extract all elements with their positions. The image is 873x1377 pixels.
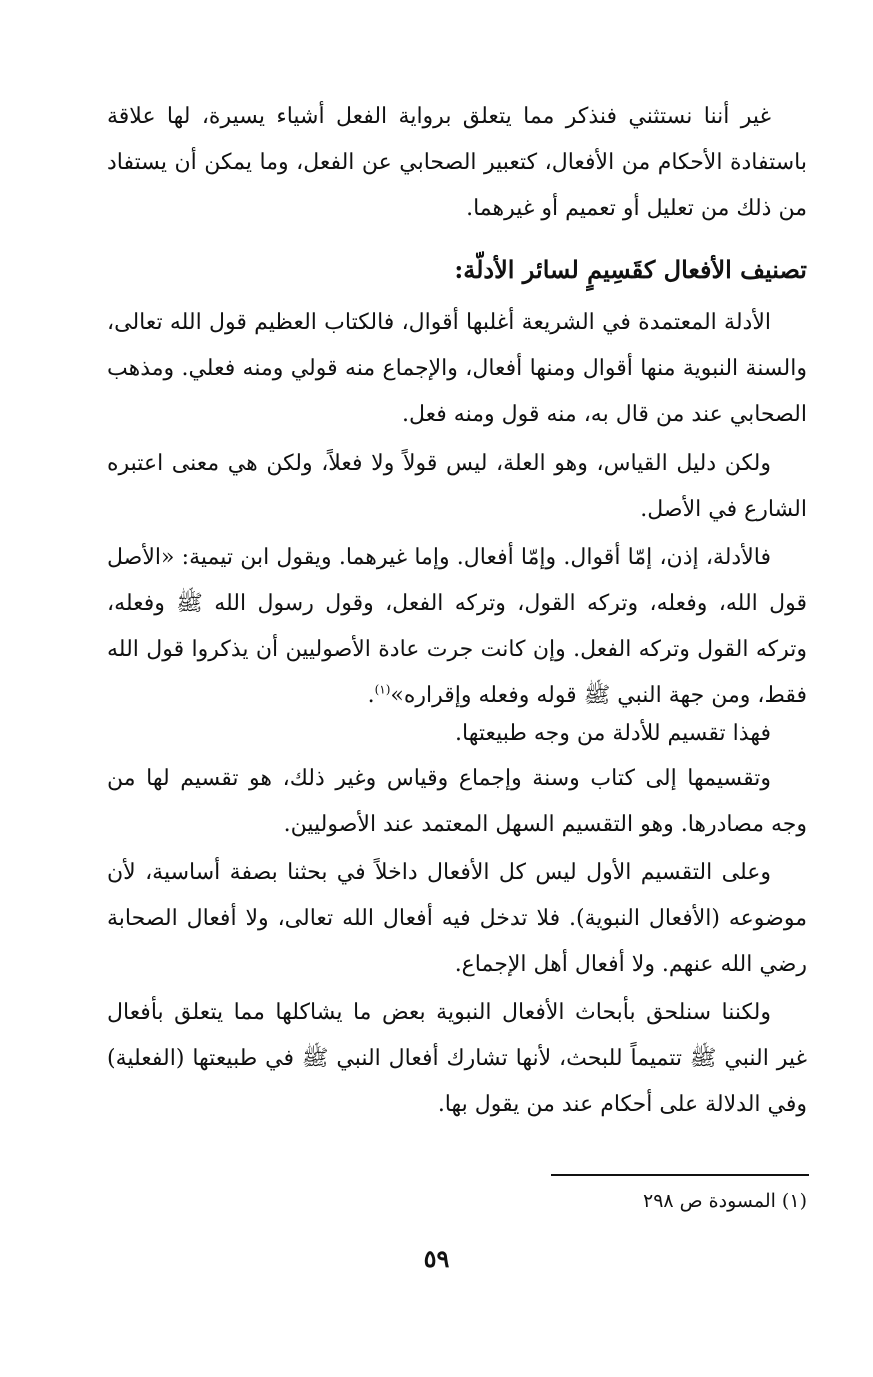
page-number: ٥٩ <box>423 1244 450 1273</box>
section-heading: تصنيف الأفعال كقَسِيمٍ لسائر الأدلّة: <box>454 255 807 284</box>
paragraph-4 <box>107 535 807 719</box>
footnote-reference: (١) <box>374 682 391 697</box>
footnote: (١) المسودة ص ٢٩٨ <box>642 1190 807 1212</box>
paragraph-4-end: . <box>367 683 375 708</box>
paragraph-7: وعلى التقسيم الأول ليس كل الأفعال داخلاً في بحثنا بصفة أساسية، لأن موضوعه (الأفعال النبوية). فلا تدخل فيه أفعال الله تعالى، ولا أفعال الصحابة رضي الله عنهم. ولا أفعال أهل الإجماع. <box>107 860 807 977</box>
footnote-divider <box>551 1174 809 1176</box>
paragraph-4-text: فالأدلة، إذن، إمّا أقوال. وإمّا أفعال. وإما غيرهما. ويقول ابن تيمية: «الأصل قول الله، وفعله، وتركه القول، وتركه الفعل، وقول رسول الله ﷺ وفعله، وتركه القول وتركه الفعل. وإن كانت جرت عادة الأصوليين أن يذكروا قول الله فقط، ومن جهة النبي ﷺ قوله وفعله وإقراره» <box>107 545 807 708</box>
paragraph-2: الأدلة المعتمدة في الشريعة أغلبها أقوال، فالكتاب العظيم قول الله تعالى، والسنة النبوية منها أقوال ومنها أفعال، والإجماع منه قولي ومنه فعلي. ومذهب الصحابي عند من قال به، منه قول ومنه فعل. <box>107 310 807 427</box>
paragraph-1: غير أننا نستثني فنذكر مما يتعلق برواية الفعل أشياء يسيرة، لها علاقة باستفادة الأحكام من الأفعال، كتعبير الصحابي عن الفعل، وما يمكن أن يستفاد من ذلك من تعليل أو تعميم أو غيرهما. <box>107 104 807 221</box>
paragraph-3: ولكن دليل القياس، وهو العلة، ليس قولاً ولا فعلاً، ولكن هي معنى اعتبره الشارع في الأصل. <box>107 451 807 522</box>
paragraph-5: فهذا تقسيم للأدلة من وجه طبيعتها. <box>455 721 771 746</box>
paragraph-8: ولكننا سنلحق بأبحاث الأفعال النبوية بعض ما يشاكلها مما يتعلق بأفعال غير النبي ﷺ تتميماً للبحث، لأنها تشارك أفعال النبي ﷺ في طبيعتها (الفعلية) وفي الدلالة على أحكام عند من يقول بها. <box>107 1000 807 1117</box>
paragraph-6: وتقسيمها إلى كتاب وسنة وإجماع وقياس وغير ذلك، هو تقسيم لها من وجه مصادرها. وهو التقسيم السهل المعتمد عند الأصوليين. <box>107 766 807 837</box>
